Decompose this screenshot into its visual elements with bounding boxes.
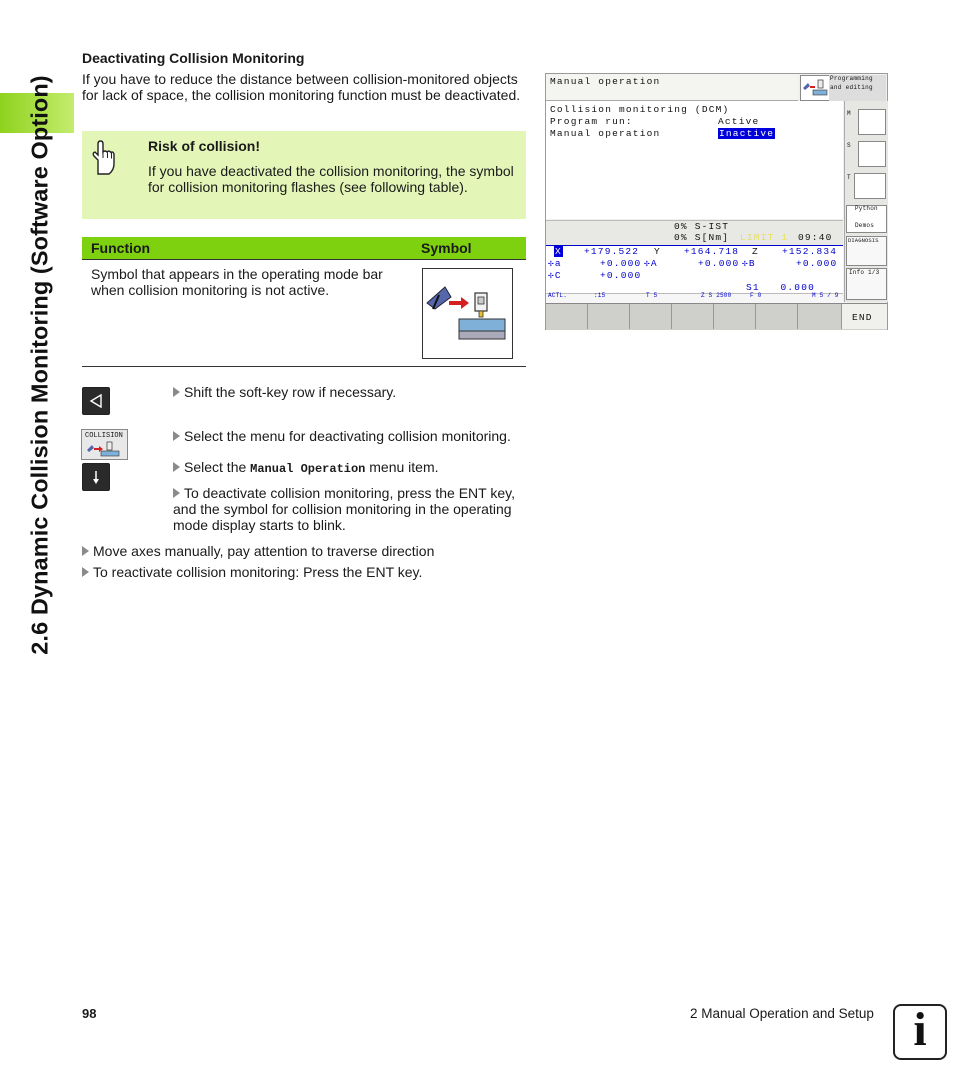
left-triangle-icon bbox=[83, 388, 109, 414]
dcm-title: Collision monitoring (DCM) bbox=[550, 104, 730, 115]
info-icon: i bbox=[893, 1004, 947, 1060]
axis-a-value: +0.000 bbox=[600, 258, 642, 269]
s-ist-readout: 0% S-IST bbox=[674, 221, 730, 232]
table-bottom-rule bbox=[82, 366, 526, 367]
warning-text: If you have deactivated the collision monitoring, the symbol for collision monitoring flashes (see following table). bbox=[148, 163, 514, 195]
bullet-triangle-icon bbox=[82, 567, 89, 577]
collision-monitoring-icon bbox=[86, 441, 122, 457]
softkey-end[interactable] bbox=[842, 304, 887, 329]
collision-softkey-label: COLLISION bbox=[85, 432, 123, 440]
bullet-triangle-icon bbox=[173, 431, 180, 441]
softkey-3[interactable] bbox=[630, 304, 672, 329]
manual-operation-status[interactable]: Inactive bbox=[719, 128, 775, 139]
axis-z-value: +152.834 bbox=[782, 246, 838, 257]
axis-aa-label: A bbox=[650, 258, 658, 269]
table-header-symbol: Symbol bbox=[421, 240, 472, 256]
axis-aa-value: +0.000 bbox=[698, 258, 740, 269]
axis-c-label: C bbox=[554, 270, 562, 281]
table-divider bbox=[82, 259, 526, 260]
softkey-diagnosis-label: DIAGNOSIS bbox=[848, 237, 879, 244]
menu-item-code: Manual Operation bbox=[250, 462, 366, 476]
step-select-manual: Select the Manual Operation menu item. bbox=[173, 459, 439, 477]
softkey-5[interactable] bbox=[714, 304, 756, 329]
axis-x-label: X bbox=[555, 246, 562, 257]
bullet-triangle-icon bbox=[173, 387, 180, 397]
status-tool: T 5 bbox=[646, 292, 658, 299]
axis-x-value: +179.522 bbox=[584, 246, 640, 257]
section-heading: Deactivating Collision Monitoring bbox=[82, 50, 305, 66]
chapter-side-title: 2.6 Dynamic Collision Monitoring (Software Option) bbox=[26, 75, 53, 655]
softkey-1[interactable] bbox=[546, 304, 588, 329]
softkey-python-line1: Python bbox=[855, 205, 878, 212]
chapter-footer: 2 Manual Operation and Setup bbox=[690, 1006, 874, 1021]
cnc-screen: Manual operation Programming and editing Collision monitoring (DCM) Program run: Active Manual operation Inactive 0% S-IST 0% S[Nm] LIMIT 1 09:40 X +179.522 Y +164.718 Z +152.834 ✢a +0.000 ✢A +0.000 ✢B +0.000 ✢C +0.000 S1 0.000 ACTL. :15 T 5 Z S 2500 F 0 M 5 / 9 M S T Python Demos DIAGNOSIS Info 1/3 END bbox=[545, 73, 888, 330]
axis-a-label: a bbox=[554, 258, 562, 269]
step-shift-row: Shift the soft-key row if necessary. bbox=[173, 384, 396, 400]
axis-c-value: +0.000 bbox=[600, 270, 642, 281]
axis-y-value: +164.718 bbox=[684, 246, 740, 257]
status-spindle: Z S 2500 bbox=[701, 292, 732, 299]
softkey-m-label: M bbox=[847, 110, 852, 117]
status-actl: ACTL. bbox=[548, 292, 568, 299]
step-select-menu: Select the menu for deactivating collision monitoring. bbox=[173, 428, 511, 444]
mode-right-line1: Programming bbox=[830, 75, 873, 82]
softkey-end-label: END bbox=[852, 312, 873, 323]
bullet-triangle-icon bbox=[173, 488, 180, 498]
axis-b-value: +0.000 bbox=[796, 258, 838, 269]
step-reactivate: To reactivate collision monitoring: Press the ENT key. bbox=[82, 564, 422, 580]
bullet-triangle-icon bbox=[173, 462, 180, 472]
softkey-s-label: S bbox=[847, 142, 852, 149]
arrow-down-icon bbox=[83, 464, 109, 490]
mode-title: Manual operation bbox=[550, 76, 661, 87]
softkey-6[interactable] bbox=[756, 304, 798, 329]
status-1: :15 bbox=[594, 292, 606, 299]
bullet-triangle-icon bbox=[82, 546, 89, 556]
collision-monitoring-icon bbox=[423, 269, 512, 358]
status-bar bbox=[546, 293, 843, 303]
limit-readout: LIMIT 1 bbox=[740, 232, 789, 243]
step-deactivate: To deactivate collision monitoring, press the ENT key, and the symbol for collision monitoring in the operating mode display starts to blink. bbox=[173, 485, 515, 533]
collision-inactive-symbol bbox=[422, 268, 513, 359]
manual-operation-label: Manual operation bbox=[550, 128, 661, 139]
softkey-info-label: Info 1/3 bbox=[849, 269, 880, 276]
softkey-python-line2: Demos bbox=[855, 222, 875, 229]
axis-z-label: Z bbox=[752, 246, 759, 257]
page-number: 98 bbox=[82, 1006, 97, 1021]
table-cell-function: Symbol that appears in the operating mode bar when collision monitoring is not active. bbox=[91, 266, 383, 298]
table-header-function: Function bbox=[91, 240, 151, 256]
step-move-axes: Move axes manually, pay attention to traverse direction bbox=[82, 543, 434, 559]
clock-readout: 09:40 bbox=[798, 232, 833, 243]
status-feed: F 0 bbox=[750, 292, 762, 299]
section-intro: If you have to reduce the distance between collision-monitored objects for lack of space, the collision monitoring function must be deactivated. bbox=[82, 71, 521, 103]
status-m: M 5 / 9 bbox=[812, 292, 839, 299]
axis-b-label: B bbox=[748, 258, 756, 269]
program-run-label: Program run: bbox=[550, 116, 633, 127]
pointing-hand-icon bbox=[88, 140, 116, 176]
softkey-s[interactable] bbox=[858, 141, 886, 167]
softkey-row bbox=[546, 303, 887, 330]
softkey-t[interactable] bbox=[854, 173, 886, 199]
collision-softkey[interactable] bbox=[81, 429, 128, 460]
softkey-7[interactable] bbox=[798, 304, 842, 329]
program-run-status: Active bbox=[718, 116, 760, 127]
shift-softkey-row-key[interactable] bbox=[82, 387, 110, 415]
mode-right-line2: and editing bbox=[830, 84, 873, 91]
softkey-t-label: T bbox=[847, 174, 852, 181]
arrow-down-key[interactable] bbox=[82, 463, 110, 491]
spindle-s1: S1 0.000 bbox=[746, 282, 816, 293]
collision-mode-icon bbox=[800, 75, 830, 101]
softkey-4[interactable] bbox=[672, 304, 714, 329]
softkey-m[interactable] bbox=[858, 109, 886, 135]
softkey-2[interactable] bbox=[588, 304, 630, 329]
warning-title: Risk of collision! bbox=[148, 138, 261, 154]
s-nm-readout: 0% S[Nm] bbox=[674, 232, 730, 243]
axis-y-label: Y bbox=[654, 246, 661, 257]
